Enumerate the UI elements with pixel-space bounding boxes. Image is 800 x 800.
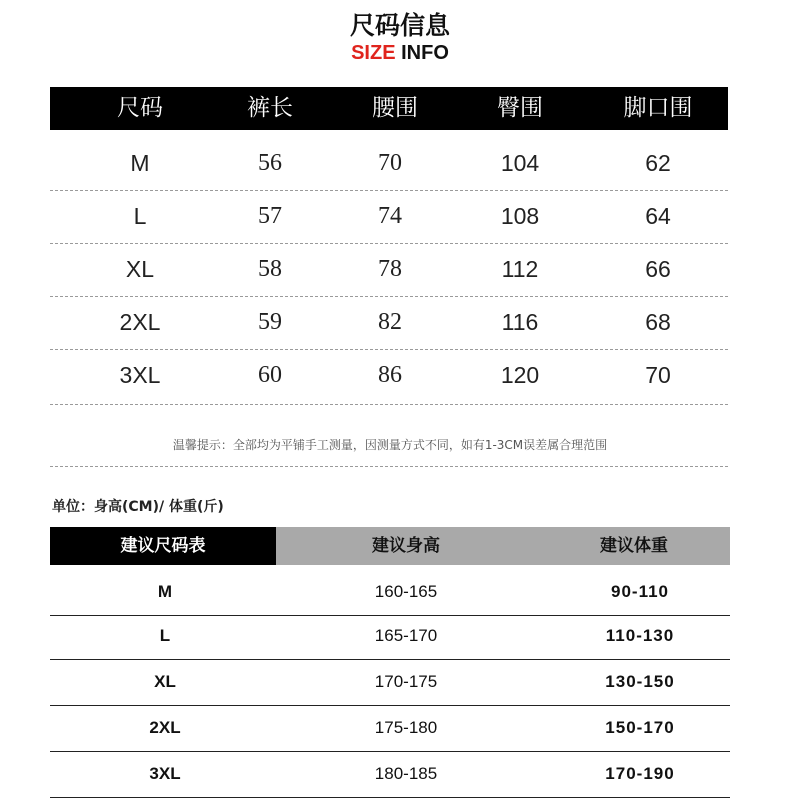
table-row <box>50 705 730 751</box>
header-height: 建议身高 <box>372 536 440 556</box>
section-divider <box>50 466 728 467</box>
row-length: 58 <box>258 256 282 282</box>
row-divider <box>50 404 728 405</box>
row-waist: 74 <box>378 203 402 229</box>
row-size: 2XL <box>119 309 161 335</box>
row-length: 60 <box>258 362 282 388</box>
header-length: 裤长 <box>247 95 293 121</box>
row-hem: 62 <box>645 150 671 176</box>
row-waist: 70 <box>378 150 402 176</box>
table-row <box>50 243 728 296</box>
measure-table-header <box>50 87 728 130</box>
unit-label: 单位：身高(CM)/ 体重(斤) <box>52 499 224 515</box>
header-suggest-size: 建议尺码表 <box>50 527 276 565</box>
title-en-info: INFO <box>401 42 449 64</box>
table-row <box>50 613 730 659</box>
row-height: 170-175 <box>374 672 438 691</box>
header-size: 尺码 <box>117 95 163 121</box>
row-size: L <box>159 626 171 645</box>
header-hip: 臀围 <box>497 95 543 121</box>
table-row <box>50 349 728 402</box>
measurement-tip: 温馨提示：全部均为平铺手工测量，因测量方式不同，如有1-3CM误差属合理范围 <box>172 438 608 452</box>
row-height: 160-165 <box>374 582 438 601</box>
title-cn: 尺码信息 <box>349 11 450 40</box>
row-hem: 64 <box>645 203 671 229</box>
suggest-table-header <box>276 527 730 565</box>
row-weight: 130-150 <box>605 672 675 691</box>
row-hip: 104 <box>500 150 540 176</box>
table-row <box>50 137 728 190</box>
row-length: 56 <box>258 150 282 176</box>
row-hem: 70 <box>645 362 671 388</box>
row-size: 3XL <box>149 764 181 783</box>
row-hip: 108 <box>500 203 540 229</box>
header-waist: 腰围 <box>372 95 418 121</box>
row-weight: 90-110 <box>611 582 669 601</box>
row-height: 175-180 <box>374 718 438 737</box>
row-hip: 112 <box>501 256 539 282</box>
row-divider <box>50 797 730 798</box>
row-hip: 116 <box>501 309 539 335</box>
row-height: 180-185 <box>374 764 438 783</box>
row-weight: 110-130 <box>605 626 675 645</box>
row-waist: 82 <box>378 309 402 335</box>
header-weight: 建议体重 <box>600 536 668 556</box>
row-hem: 66 <box>645 256 671 282</box>
title-en <box>0 42 800 65</box>
row-size: L <box>133 203 147 229</box>
row-size: M <box>157 582 173 601</box>
row-weight: 150-170 <box>605 718 675 737</box>
row-size: M <box>130 150 150 176</box>
row-size: 3XL <box>119 362 161 388</box>
table-row <box>50 296 728 349</box>
row-length: 57 <box>258 203 282 229</box>
header-hem: 脚口围 <box>623 95 693 121</box>
row-size: XL <box>154 672 176 691</box>
table-row <box>50 190 728 243</box>
title-en-size: SIZE <box>351 42 396 64</box>
row-weight: 170-190 <box>605 764 675 783</box>
row-waist: 78 <box>378 256 402 282</box>
table-row <box>50 751 730 797</box>
row-size: XL <box>125 256 155 282</box>
row-length: 59 <box>258 309 282 335</box>
row-size: 2XL <box>149 718 181 737</box>
row-hem: 68 <box>645 309 671 335</box>
row-waist: 86 <box>378 362 402 388</box>
table-row <box>50 569 730 615</box>
row-height: 165-170 <box>374 626 438 645</box>
table-row <box>50 659 730 705</box>
row-hip: 120 <box>500 362 540 388</box>
